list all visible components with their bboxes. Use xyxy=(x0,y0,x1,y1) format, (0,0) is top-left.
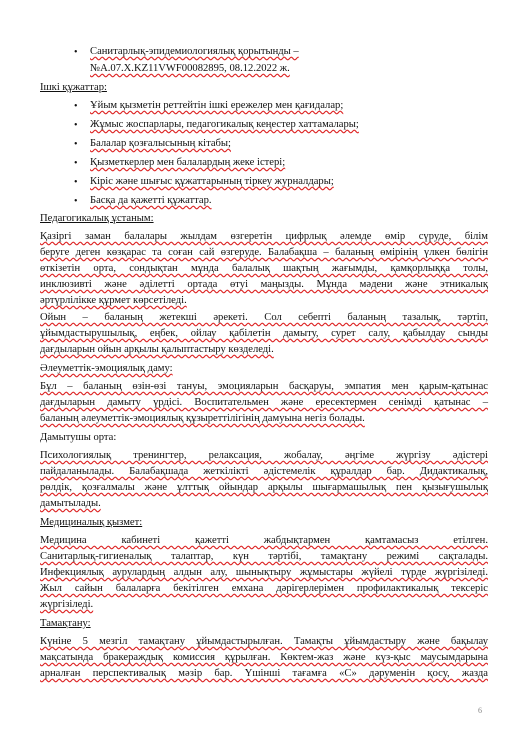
bullet-icon: • xyxy=(74,177,78,188)
bullet-icon: • xyxy=(74,101,78,112)
social-line: баланың әлеуметтік-эмоциялық құзыреттілігінің дамуына негіз болады. xyxy=(40,413,365,424)
social-heading: Әлеуметтік-эмоциялық даму: xyxy=(40,363,173,374)
nutrition-line: Күніне 5 мезгіл тамақтану ұйымдастырылған. Тамақты ұйымдастыру және бақылау xyxy=(40,636,488,647)
pedagogy-heading: Педагогикалық ұстаным: xyxy=(40,213,154,224)
environment-heading: Дамытушы орта: xyxy=(40,432,117,443)
environment-line: пайдаланылады. Балабақшада жеткілікті әдістемелік құралдар бар. Дидактикалық, xyxy=(40,466,488,477)
environment-line: дамытылады. xyxy=(40,498,101,509)
social-line: Бұл – баланың өзін-өзі тануы, эмоцияларын басқаруы, эмпатия мен қарым-қатынас xyxy=(40,381,488,392)
medical-line: Инфекциялық аурулардың алдын алу, шынықтыру жұмыстары жүйелі түрде жүргізіледі. xyxy=(40,567,488,578)
internal-doc-item: Ұйым қызметін реттейтін ішкі ережелер мен қағидалар; xyxy=(90,100,344,111)
bullet-icon: • xyxy=(74,139,78,150)
nutrition-line: арналған перспективалық мәзір бар. Үшінші тағамға «С» дәруменін қосу, жазда xyxy=(40,668,488,679)
bullet-icon: • xyxy=(74,47,78,58)
pedagogy-line: әртүрлілікке құрмет көрсетіледі. xyxy=(40,295,187,306)
page-number: 6 xyxy=(478,706,482,715)
pedagogy-line: ұйымдастырушылық, еңбек, ойлау қабілетін дамыту, сурет салу, қабылдау сынды xyxy=(40,328,488,339)
internal-docs-heading: Ішкі құжаттар: xyxy=(40,82,107,93)
internal-doc-item: Қызметкерлер мен балалардың жеке істері; xyxy=(90,157,286,168)
social-line: дағдыларын дамыту үрдісі. Воспитательмен және ересектермен сенімді қатынас – xyxy=(40,397,488,408)
internal-doc-item: Басқа да қажетті құжаттар. xyxy=(90,195,212,206)
nutrition-heading: Тамақтану: xyxy=(40,618,91,629)
medical-heading: Медициналық қызмет: xyxy=(40,517,143,528)
bullet-icon: • xyxy=(74,158,78,169)
pedagogy-line: инклюзивті және әділетті ортада өтуі маңызды. Мұнда мәдени және этникалық xyxy=(40,279,488,290)
medical-line: жүргізіледі. xyxy=(40,599,94,610)
medical-line: Медицина кабинеті қажетті жабдықтармен қамтамасыз етілген. xyxy=(40,535,488,546)
bullet-icon: • xyxy=(74,196,78,207)
environment-line: рөлдік, қозғалмалы және ұлттық ойындар арқылы шығармашылық пен қызығушылық xyxy=(40,482,488,493)
medical-line: Жыл сайын балаларға бекітілген емхана дәрігерлерімен профилактикалық тексеріс xyxy=(40,583,488,594)
environment-line: Психологиялық тренингтер, релаксация, жобалау, әңгіме жүргізу әдістері xyxy=(40,450,488,461)
pedagogy-line: өткізетін орта, сондықтан мұнда балалық шақтың жағымды, қамқорлыққа толы, xyxy=(40,263,488,274)
internal-doc-item: Кіріс және шығыс құжаттарының тіркеу журналдары; xyxy=(90,176,334,187)
internal-doc-item: Балалар қозғалысының кітабы; xyxy=(90,138,231,149)
pedagogy-line: Қазіргі заман балалары жылдам өзгеретін цифрлық әлемде өмір сүруде, білім xyxy=(40,231,488,242)
bullet-icon: • xyxy=(74,120,78,131)
pedagogy-line: дағдыларын ойын арқылы қалыптастыру көзделеді. xyxy=(40,344,274,355)
pedagogy-line: Ойын – баланың жетекші әрекеті. Сол себепті баланың тазалық, тәртіп, xyxy=(40,312,488,323)
nutrition-line: мақсатында бракераждық комиссия құрылған. Көктем-жаз және күз-қыс маусымдарына xyxy=(40,652,488,663)
pedagogy-line: беруге деген көзқарас та соған сай өзгеруде. Балабақша – баланың өмірінің үлкен бөлігін xyxy=(40,247,488,258)
internal-doc-item: Жұмыс жоспарлары, педагогикалық кеңестер хаттамалары; xyxy=(90,119,359,130)
sanitary-conclusion-line-2: №A.07.X.KZ11VWF00082895, 08.12.2022 ж. xyxy=(90,63,290,74)
sanitary-conclusion-line-1: Санитарлық-эпидемиологиялық қорытынды – xyxy=(90,46,299,57)
medical-line: Санитарлық-гигиеналық талаптар, күн тәртібі, тамақтану режимі сақталады. xyxy=(40,551,488,562)
